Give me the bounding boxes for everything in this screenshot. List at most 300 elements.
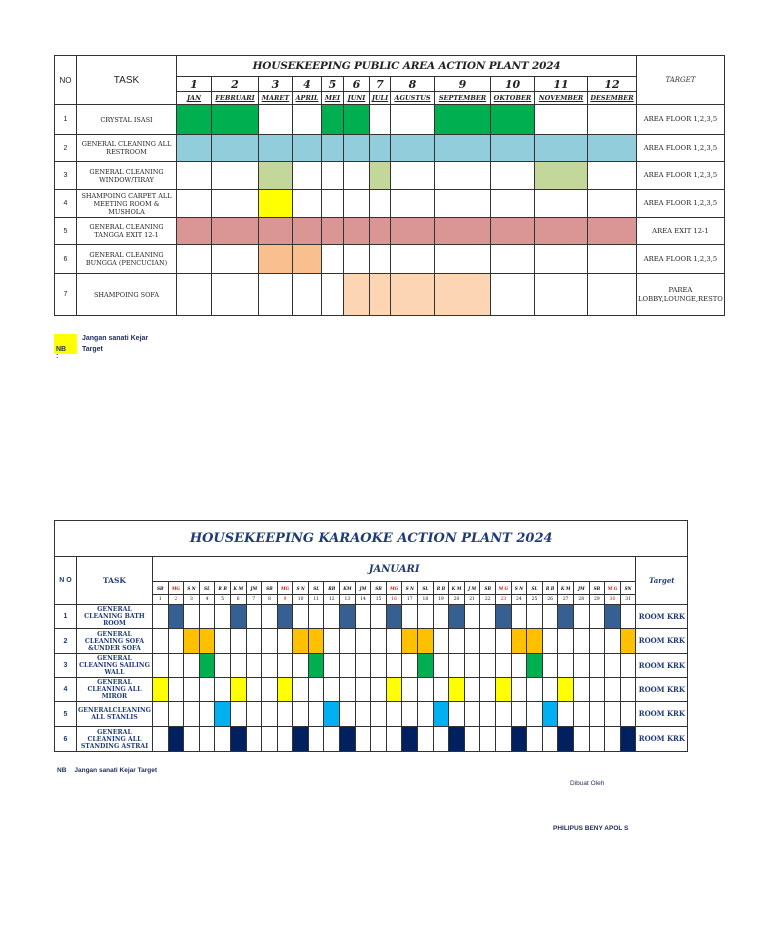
schedule-cell: [293, 274, 322, 316]
schedule-cell: [588, 245, 637, 274]
schedule-cell: [293, 605, 309, 629]
month-number: 5: [322, 77, 344, 92]
schedule-cell: [246, 629, 262, 654]
schedule-cell: [588, 105, 637, 135]
day-number: 31: [620, 595, 636, 605]
schedule-cell: [177, 135, 212, 162]
table-row: [55, 245, 725, 274]
nb-text: Jangan sanati Kejar Target: [74, 767, 157, 774]
target-area: ROOM KRK: [636, 678, 688, 702]
table-row: [55, 105, 725, 135]
month-number: 6: [344, 77, 370, 92]
row-number: 1: [55, 105, 77, 135]
schedule-cell: [558, 605, 574, 629]
schedule-cell: [277, 629, 293, 654]
month-name: APRIL: [293, 92, 322, 105]
schedule-cell: [344, 218, 370, 245]
schedule-cell: [262, 727, 278, 752]
schedule-cell: [589, 678, 605, 702]
schedule-cell: [168, 629, 184, 654]
schedule-cell: [322, 135, 344, 162]
day-abbrev: KM: [340, 582, 356, 595]
day-abbrev: SL: [527, 582, 543, 595]
row-number: 3: [55, 654, 77, 678]
schedule-cell: [435, 162, 491, 190]
schedule-cell: [246, 702, 262, 727]
row-number: 6: [55, 245, 77, 274]
schedule-cell: [308, 605, 324, 629]
schedule-cell: [480, 654, 496, 678]
month-number: 4: [293, 77, 322, 92]
schedule-cell: [435, 135, 491, 162]
target-area: ROOM KRK: [636, 629, 688, 654]
schedule-cell: [402, 605, 418, 629]
schedule-cell: [370, 135, 391, 162]
day-number: 1: [152, 595, 168, 605]
day-number: 9: [277, 595, 293, 605]
schedule-cell: [293, 135, 322, 162]
schedule-cell: [277, 654, 293, 678]
day-abbrev: MG: [386, 582, 402, 595]
month-number: 7: [370, 77, 391, 92]
schedule-cell: [418, 629, 434, 654]
schedule-cell: [402, 678, 418, 702]
schedule-cell: [293, 727, 309, 752]
schedule-cell: [308, 629, 324, 654]
schedule-cell: [199, 702, 215, 727]
day-number: 23: [496, 595, 512, 605]
schedule-cell: [391, 190, 435, 218]
schedule-cell: [464, 727, 480, 752]
schedule-cell: [177, 245, 212, 274]
schedule-cell: [464, 678, 480, 702]
schedule-cell: [371, 702, 387, 727]
schedule-cell: [344, 274, 370, 316]
schedule-cell: [370, 218, 391, 245]
schedule-cell: [527, 654, 543, 678]
day-number: 28: [573, 595, 589, 605]
plan-title: HOUSEKEEPING PUBLIC AREA ACTION PLANT 2024: [177, 56, 637, 77]
table-row: [55, 654, 688, 678]
schedule-cell: [371, 629, 387, 654]
month-name: MEI: [322, 92, 344, 105]
schedule-cell: [168, 727, 184, 752]
month-name: NOVEMBER: [535, 92, 588, 105]
schedule-cell: [558, 629, 574, 654]
task-header: TASK: [77, 56, 177, 105]
schedule-cell: [215, 629, 231, 654]
target-area: AREA FLOOR 1,2,3,5: [637, 105, 725, 135]
table-row: [55, 605, 688, 629]
schedule-cell: [605, 654, 621, 678]
schedule-cell: [449, 727, 465, 752]
target-area: ROOM KRK: [636, 605, 688, 629]
schedule-cell: [259, 105, 293, 135]
row-number: 7: [55, 274, 77, 316]
day-number: 15: [371, 595, 387, 605]
schedule-cell: [386, 702, 402, 727]
schedule-cell: [496, 727, 512, 752]
schedule-cell: [435, 218, 491, 245]
schedule-cell: [152, 629, 168, 654]
schedule-cell: [340, 678, 356, 702]
public-area-plan-table: [54, 55, 725, 316]
target-area: AREA FLOOR 1,2,3,5: [637, 162, 725, 190]
signer-name: PHILIPUS BENY APOL S: [553, 825, 629, 832]
schedule-cell: [620, 654, 636, 678]
day-number: 7: [246, 595, 262, 605]
schedule-cell: [435, 105, 491, 135]
day-abbrev: SB: [480, 582, 496, 595]
schedule-cell: [230, 702, 246, 727]
schedule-cell: [620, 727, 636, 752]
table-row: [55, 629, 688, 654]
schedule-cell: [433, 702, 449, 727]
schedule-cell: [535, 135, 588, 162]
schedule-cell: [199, 678, 215, 702]
schedule-cell: [511, 678, 527, 702]
day-abbrev: JM: [573, 582, 589, 595]
schedule-cell: [535, 274, 588, 316]
schedule-cell: [355, 702, 371, 727]
schedule-cell: [620, 629, 636, 654]
schedule-cell: [293, 654, 309, 678]
day-abbrev: MG: [168, 582, 184, 595]
schedule-cell: [386, 678, 402, 702]
schedule-cell: [215, 678, 231, 702]
schedule-cell: [324, 727, 340, 752]
table-row: [55, 135, 725, 162]
schedule-cell: [324, 702, 340, 727]
day-abbrev: RB: [324, 582, 340, 595]
schedule-cell: [464, 654, 480, 678]
schedule-cell: [152, 654, 168, 678]
schedule-cell: [199, 629, 215, 654]
schedule-cell: [152, 678, 168, 702]
schedule-cell: [491, 162, 535, 190]
schedule-cell: [177, 190, 212, 218]
table-row: [55, 678, 688, 702]
legend-text-2: Target: [82, 346, 103, 353]
schedule-cell: [262, 702, 278, 727]
schedule-cell: [355, 654, 371, 678]
schedule-cell: [573, 629, 589, 654]
schedule-cell: [573, 605, 589, 629]
schedule-cell: [308, 678, 324, 702]
day-abbrev: SN: [620, 582, 636, 595]
schedule-cell: [496, 629, 512, 654]
day-abbrev: M G: [605, 582, 621, 595]
row-number: 2: [55, 629, 77, 654]
schedule-cell: [588, 135, 637, 162]
schedule-cell: [496, 678, 512, 702]
day-number: 18: [418, 595, 434, 605]
schedule-cell: [152, 605, 168, 629]
target-area: AREA FLOOR 1,2,3,5: [637, 245, 725, 274]
day-number: 30: [605, 595, 621, 605]
task-name: GENERAL CLEANING TANGGA EXIT 12-1: [77, 218, 177, 245]
schedule-cell: [391, 135, 435, 162]
schedule-cell: [435, 190, 491, 218]
schedule-cell: [620, 702, 636, 727]
schedule-cell: [184, 605, 200, 629]
day-number: 3: [184, 595, 200, 605]
schedule-cell: [199, 605, 215, 629]
task-name: SHAMPOING SOFA: [77, 274, 177, 316]
schedule-cell: [402, 629, 418, 654]
schedule-cell: [230, 678, 246, 702]
schedule-cell: [391, 245, 435, 274]
schedule-cell: [184, 702, 200, 727]
schedule-cell: [402, 702, 418, 727]
schedule-cell: [535, 245, 588, 274]
schedule-cell: [293, 629, 309, 654]
schedule-cell: [355, 727, 371, 752]
schedule-cell: [527, 629, 543, 654]
schedule-cell: [511, 629, 527, 654]
schedule-cell: [340, 727, 356, 752]
schedule-cell: [230, 654, 246, 678]
schedule-cell: [449, 678, 465, 702]
legend-text-1: Jangan sanati Kejar: [82, 335, 149, 342]
day-number: 25: [527, 595, 543, 605]
schedule-cell: [262, 654, 278, 678]
row-number: 5: [55, 702, 77, 727]
month-number: 1: [177, 77, 212, 92]
schedule-cell: [535, 190, 588, 218]
day-abbrev: S N: [293, 582, 309, 595]
day-number: 26: [542, 595, 558, 605]
schedule-cell: [588, 162, 637, 190]
schedule-cell: [491, 218, 535, 245]
schedule-cell: [246, 605, 262, 629]
schedule-cell: [340, 629, 356, 654]
schedule-cell: [449, 702, 465, 727]
schedule-cell: [184, 678, 200, 702]
task-name: GENERAL CLEANING WINDOW/TIRAY: [77, 162, 177, 190]
schedule-cell: [620, 678, 636, 702]
schedule-cell: [230, 727, 246, 752]
schedule-cell: [588, 190, 637, 218]
schedule-cell: [168, 654, 184, 678]
schedule-cell: [308, 654, 324, 678]
day-abbrev: SB: [371, 582, 387, 595]
schedule-cell: [262, 678, 278, 702]
schedule-cell: [277, 702, 293, 727]
schedule-cell: [259, 135, 293, 162]
schedule-cell: [259, 245, 293, 274]
schedule-cell: [589, 629, 605, 654]
day-number: 24: [511, 595, 527, 605]
task-name: GENERAL CLEANING SAILING WALL: [77, 654, 153, 678]
schedule-cell: [491, 135, 535, 162]
day-abbrev: J M: [464, 582, 480, 595]
day-number: 13: [340, 595, 356, 605]
task-name: GENERAL CLEANING ALL RESTROOM: [77, 135, 177, 162]
schedule-cell: [535, 105, 588, 135]
schedule-cell: [215, 605, 231, 629]
schedule-cell: [215, 654, 231, 678]
schedule-cell: [152, 727, 168, 752]
schedule-cell: [152, 702, 168, 727]
schedule-cell: [535, 218, 588, 245]
table-row: [55, 218, 725, 245]
schedule-cell: [259, 190, 293, 218]
schedule-cell: [212, 162, 259, 190]
schedule-cell: [322, 274, 344, 316]
schedule-cell: [344, 105, 370, 135]
schedule-cell: [324, 605, 340, 629]
task-name: GENERAL CLEANING BATH ROOM: [77, 605, 153, 629]
day-number: 21: [464, 595, 480, 605]
schedule-cell: [573, 702, 589, 727]
task-name: GENERAL CLEANING SOFA &UNDER SOFA: [77, 629, 153, 654]
nb-label: NB: [57, 767, 67, 774]
karaoke-plan-title: HOUSEKEEPING KARAOKE ACTION PLANT 2024: [55, 521, 688, 557]
schedule-cell: [558, 654, 574, 678]
month-name: AGUSTUS: [391, 92, 435, 105]
schedule-cell: [277, 605, 293, 629]
schedule-cell: [480, 702, 496, 727]
schedule-cell: [605, 605, 621, 629]
schedule-cell: [293, 678, 309, 702]
month-number: 3: [259, 77, 293, 92]
schedule-cell: [391, 218, 435, 245]
schedule-cell: [433, 654, 449, 678]
schedule-cell: [370, 274, 391, 316]
schedule-cell: [558, 727, 574, 752]
schedule-cell: [480, 605, 496, 629]
table-row: [55, 702, 688, 727]
schedule-cell: [177, 274, 212, 316]
schedule-cell: [542, 654, 558, 678]
row-number: 5: [55, 218, 77, 245]
table-row: [55, 274, 725, 316]
no-header: NO: [55, 56, 77, 105]
schedule-cell: [322, 105, 344, 135]
day-abbrev: R B: [542, 582, 558, 595]
schedule-cell: [589, 654, 605, 678]
schedule-cell: [340, 702, 356, 727]
schedule-cell: [433, 605, 449, 629]
day-number: 6: [230, 595, 246, 605]
target-area: AREA EXIT 12-1: [637, 218, 725, 245]
schedule-cell: [199, 654, 215, 678]
schedule-cell: [435, 245, 491, 274]
schedule-cell: [370, 105, 391, 135]
task-name: GENERAL CLEANING BUNGGA (PENCUCIAN): [77, 245, 177, 274]
schedule-cell: [605, 678, 621, 702]
target-area: AREA FLOOR 1,2,3,5: [637, 190, 725, 218]
schedule-cell: [605, 629, 621, 654]
schedule-cell: [402, 654, 418, 678]
row-number: 2: [55, 135, 77, 162]
schedule-cell: [371, 605, 387, 629]
month-number: 11: [535, 77, 588, 92]
schedule-cell: [259, 162, 293, 190]
schedule-cell: [464, 702, 480, 727]
schedule-cell: [371, 727, 387, 752]
schedule-cell: [177, 105, 212, 135]
table-row: [55, 727, 688, 752]
schedule-cell: [542, 605, 558, 629]
schedule-cell: [212, 105, 259, 135]
schedule-cell: [496, 654, 512, 678]
day-abbrev: JM: [246, 582, 262, 595]
day-abbrev: K M: [449, 582, 465, 595]
schedule-cell: [370, 162, 391, 190]
schedule-cell: [259, 218, 293, 245]
day-number: 11: [308, 595, 324, 605]
day-number: 14: [355, 595, 371, 605]
schedule-cell: [322, 162, 344, 190]
schedule-cell: [605, 702, 621, 727]
day-abbrev: SL: [308, 582, 324, 595]
schedule-cell: [324, 654, 340, 678]
schedule-cell: [511, 702, 527, 727]
schedule-cell: [177, 218, 212, 245]
created-by-label: Dibuat Oleh: [570, 780, 605, 787]
schedule-cell: [589, 727, 605, 752]
schedule-cell: [344, 162, 370, 190]
schedule-cell: [262, 605, 278, 629]
row-number: 4: [55, 678, 77, 702]
schedule-cell: [340, 654, 356, 678]
task-name: GENERAL CLEANING ALL STANDING ASTRAI: [77, 727, 153, 752]
schedule-cell: [480, 678, 496, 702]
schedule-cell: [371, 678, 387, 702]
schedule-cell: [542, 727, 558, 752]
schedule-cell: [449, 629, 465, 654]
schedule-cell: [418, 702, 434, 727]
schedule-cell: [386, 605, 402, 629]
schedule-cell: [355, 629, 371, 654]
day-number: 22: [480, 595, 496, 605]
schedule-cell: [573, 654, 589, 678]
day-number: 8: [262, 595, 278, 605]
day-abbrev: SL: [418, 582, 434, 595]
month-number: 8: [391, 77, 435, 92]
day-number: 2: [168, 595, 184, 605]
row-number: 4: [55, 190, 77, 218]
task-name: CRYSTAL ISASI: [77, 105, 177, 135]
schedule-cell: [449, 654, 465, 678]
schedule-cell: [573, 678, 589, 702]
schedule-cell: [391, 162, 435, 190]
month-header: JANUARI: [152, 557, 635, 582]
row-number: 1: [55, 605, 77, 629]
schedule-cell: [418, 654, 434, 678]
schedule-cell: [370, 190, 391, 218]
day-abbrev: SL: [199, 582, 215, 595]
table-row: [55, 162, 725, 190]
schedule-cell: [542, 702, 558, 727]
schedule-cell: [391, 274, 435, 316]
schedule-cell: [277, 678, 293, 702]
day-number: 4: [199, 595, 215, 605]
schedule-cell: [246, 678, 262, 702]
row-number: 3: [55, 162, 77, 190]
karaoke-plan-table: [54, 520, 688, 752]
schedule-cell: [215, 727, 231, 752]
schedule-cell: [344, 135, 370, 162]
day-number: 20: [449, 595, 465, 605]
schedule-cell: [418, 727, 434, 752]
schedule-cell: [344, 190, 370, 218]
schedule-cell: [588, 274, 637, 316]
schedule-cell: [391, 105, 435, 135]
schedule-cell: [212, 245, 259, 274]
